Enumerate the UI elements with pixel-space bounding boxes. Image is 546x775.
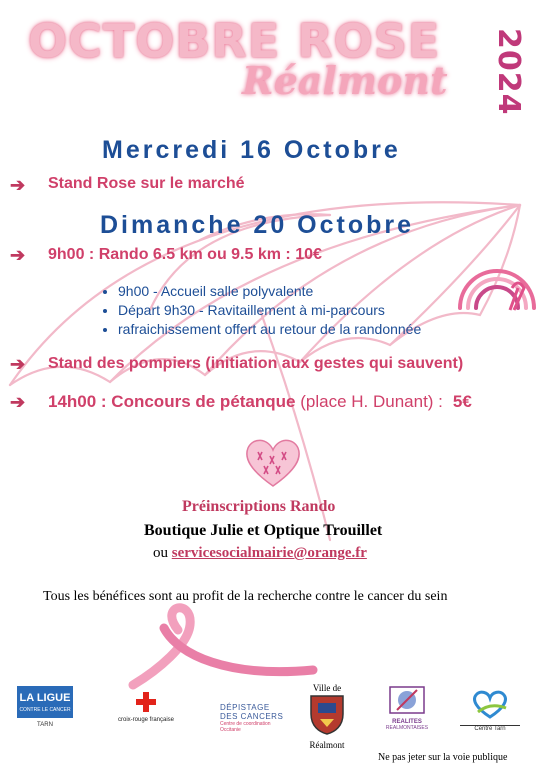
depistage-logo xyxy=(220,703,292,733)
or-label: ou xyxy=(153,545,172,561)
depistage-line1: DÉPISTAGE xyxy=(220,703,270,712)
pompiers-item: Stand des pompiers (initiation aux gestes qui sauvent) xyxy=(48,355,464,372)
croix-rouge-logo xyxy=(113,692,179,723)
arrow-icon: ➔ xyxy=(10,392,26,412)
arrow-icon: ➔ xyxy=(10,245,26,265)
heart-ribbons-icon xyxy=(244,436,302,488)
detail-rafraichissement: • rafraichissement offert au retour de la randonnée xyxy=(118,321,421,337)
ligue-logo-dept: TARN xyxy=(37,722,53,728)
rando-details xyxy=(100,283,421,340)
rando-item: 9h00 : Rando 6.5 km ou 9.5 km : 10€ xyxy=(48,246,322,263)
red-cross-icon xyxy=(136,692,156,712)
realites-logo xyxy=(383,686,431,731)
arrow-icon: ➔ xyxy=(10,175,26,195)
petanque-price: 5€ xyxy=(452,392,472,411)
depistage-line3: Centre de coordination xyxy=(220,721,271,727)
year-label: 2024 xyxy=(491,28,526,116)
pink-ribbon-icon xyxy=(118,600,318,690)
realites-line1: REALITES xyxy=(392,719,422,725)
petanque-main: 14h00 : Concours de pétanque xyxy=(48,392,296,411)
centre-tarn-heart-icon xyxy=(468,690,512,720)
depistage-line4: Occitanie xyxy=(220,727,241,733)
day1-heading: Mercredi 16 Octobre xyxy=(102,136,401,164)
detail-depart: • Départ 9h30 - Ravitaillement à mi-parcours xyxy=(118,302,421,318)
benefit-statement: Tous les bénéfices sont au profit de la recherche contre le cancer du sein xyxy=(43,589,448,604)
ligue-logo-sub: CONTRE LE CANCER xyxy=(17,706,73,718)
ville-realmont-logo xyxy=(298,683,356,750)
rainbow-ribbon-icon xyxy=(454,256,540,314)
footer-notice: Ne pas jeter sur la voie publique xyxy=(378,752,508,763)
event-title: OCTOBRE ROSE xyxy=(28,14,441,68)
petanque-item xyxy=(48,392,472,412)
realites-line2: REALMONTAISES xyxy=(385,725,429,731)
arrow-icon: ➔ xyxy=(10,354,26,374)
croix-rouge-name: croix-rouge française xyxy=(117,717,175,723)
preinscription-contact xyxy=(153,545,367,562)
realites-emblem-icon xyxy=(389,686,425,714)
detail-accueil: • 9h00 - Accueil salle polyvalente xyxy=(118,283,421,299)
centre-tarn-logo xyxy=(460,690,520,732)
town-subtitle: Réalmont xyxy=(242,58,448,103)
petanque-place: (place H. Dunant) : xyxy=(295,392,443,411)
coat-of-arms-icon xyxy=(308,693,346,735)
depistage-line2: DES CANCERS xyxy=(220,712,284,721)
email-link[interactable]: servicesocialmairie@orange.fr xyxy=(171,545,367,561)
preinscription-shops: Boutique Julie et Optique Trouillet xyxy=(144,522,383,539)
realmont-label: Réalmont xyxy=(309,740,345,750)
day1-item: Stand Rose sur le marché xyxy=(48,175,245,192)
day2-heading: Dimanche 20 Octobre xyxy=(100,211,415,239)
ligue-logo xyxy=(17,686,73,728)
ville-label: Ville de xyxy=(312,683,342,693)
centre-tarn-label: Centre Tarn xyxy=(460,725,520,732)
ligue-logo-name: LA LIGUE xyxy=(17,686,73,706)
preinscription-title: Préinscriptions Rando xyxy=(182,498,336,515)
